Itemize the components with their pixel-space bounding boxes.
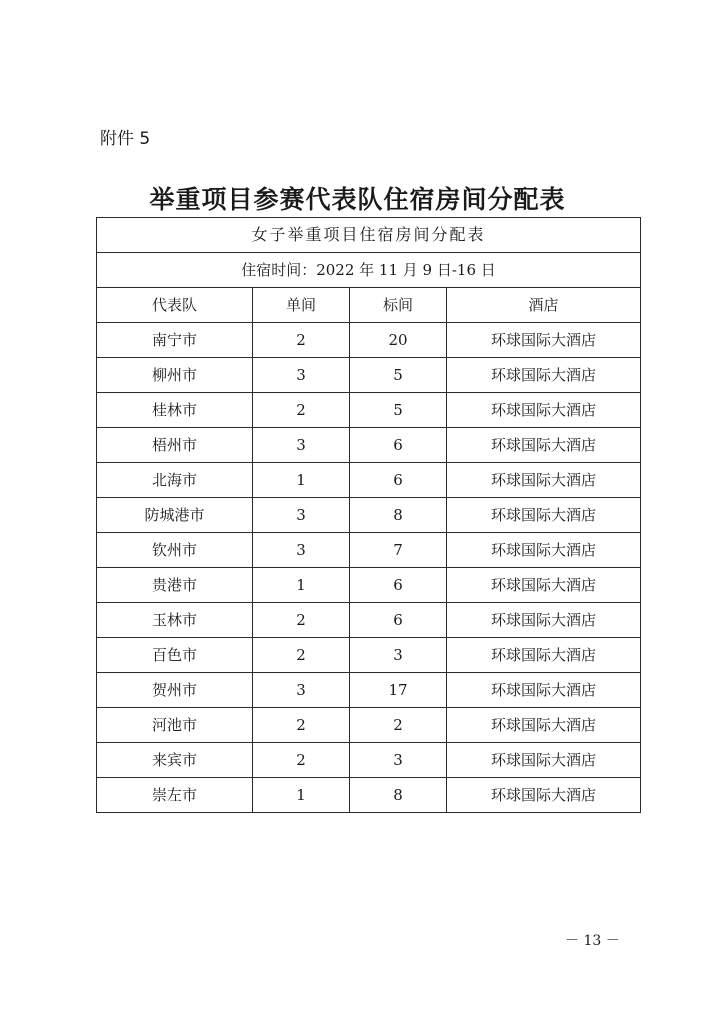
cell-hotel: 环球国际大酒店 [447,778,641,813]
table-row [97,358,641,393]
cell-single-room: 1 [253,463,350,498]
table-row [97,568,641,603]
cell-team: 北海市 [97,463,253,498]
cell-standard-room: 17 [350,673,447,708]
cell-single-room: 3 [253,358,350,393]
cell-hotel: 环球国际大酒店 [447,673,641,708]
cell-standard-room: 3 [350,638,447,673]
cell-hotel: 环球国际大酒店 [447,533,641,568]
table-row [97,673,641,708]
cell-team: 来宾市 [97,743,253,778]
cell-standard-room: 3 [350,743,447,778]
cell-team: 防城港市 [97,498,253,533]
table-row [97,743,641,778]
cell-hotel: 环球国际大酒店 [447,708,641,743]
column-header-hotel: 酒店 [447,288,641,323]
table-row [97,428,641,463]
cell-hotel: 环球国际大酒店 [447,568,641,603]
cell-hotel: 环球国际大酒店 [447,638,641,673]
cell-standard-room: 8 [350,778,447,813]
table-row [97,393,641,428]
attachment-label: 附件 5 [100,129,151,149]
cell-standard-room: 8 [350,498,447,533]
cell-single-room: 3 [253,533,350,568]
cell-standard-room: 5 [350,358,447,393]
cell-team: 钦州市 [97,533,253,568]
page-title: 举重项目参赛代表队住宿房间分配表 [149,185,566,214]
column-header-standard-room: 标间 [350,288,447,323]
cell-standard-room: 6 [350,568,447,603]
cell-team: 南宁市 [97,323,253,358]
cell-standard-room: 6 [350,603,447,638]
cell-single-room: 2 [253,638,350,673]
cell-standard-room: 7 [350,533,447,568]
table-row [97,778,641,813]
stay-period: 住宿时间：2022 年 11 月 9 日-16 日 [97,253,641,288]
cell-team: 百色市 [97,638,253,673]
table-header-row [97,288,641,323]
cell-team: 柳州市 [97,358,253,393]
cell-team: 桂林市 [97,393,253,428]
cell-hotel: 环球国际大酒店 [447,358,641,393]
table-subtitle-row [97,218,641,253]
table-row [97,323,641,358]
table-row [97,463,641,498]
cell-standard-room: 5 [350,393,447,428]
table-row [97,603,641,638]
cell-team: 河池市 [97,708,253,743]
cell-standard-room: 6 [350,463,447,498]
cell-hotel: 环球国际大酒店 [447,393,641,428]
cell-standard-room: 6 [350,428,447,463]
table-row [97,638,641,673]
page-number: － 13 － [565,933,620,949]
cell-team: 梧州市 [97,428,253,463]
cell-team: 贵港市 [97,568,253,603]
cell-single-room: 1 [253,568,350,603]
cell-hotel: 环球国际大酒店 [447,428,641,463]
cell-single-room: 3 [253,673,350,708]
column-header-single-room: 单间 [253,288,350,323]
cell-hotel: 环球国际大酒店 [447,743,641,778]
table-row [97,708,641,743]
cell-standard-room: 2 [350,708,447,743]
cell-single-room: 2 [253,743,350,778]
cell-hotel: 环球国际大酒店 [447,463,641,498]
cell-single-room: 2 [253,323,350,358]
cell-team: 贺州市 [97,673,253,708]
cell-hotel: 环球国际大酒店 [447,323,641,358]
stay-period-row [97,253,641,288]
cell-single-room: 2 [253,603,350,638]
column-header-team: 代表队 [97,288,253,323]
table-row [97,533,641,568]
cell-hotel: 环球国际大酒店 [447,498,641,533]
cell-standard-room: 20 [350,323,447,358]
room-allocation-table [96,217,641,813]
table-row [97,498,641,533]
cell-single-room: 2 [253,393,350,428]
cell-hotel: 环球国际大酒店 [447,603,641,638]
cell-team: 玉林市 [97,603,253,638]
table-subtitle: 女子举重项目住宿房间分配表 [97,218,641,253]
cell-team: 崇左市 [97,778,253,813]
cell-single-room: 1 [253,778,350,813]
cell-single-room: 2 [253,708,350,743]
cell-single-room: 3 [253,428,350,463]
cell-single-room: 3 [253,498,350,533]
